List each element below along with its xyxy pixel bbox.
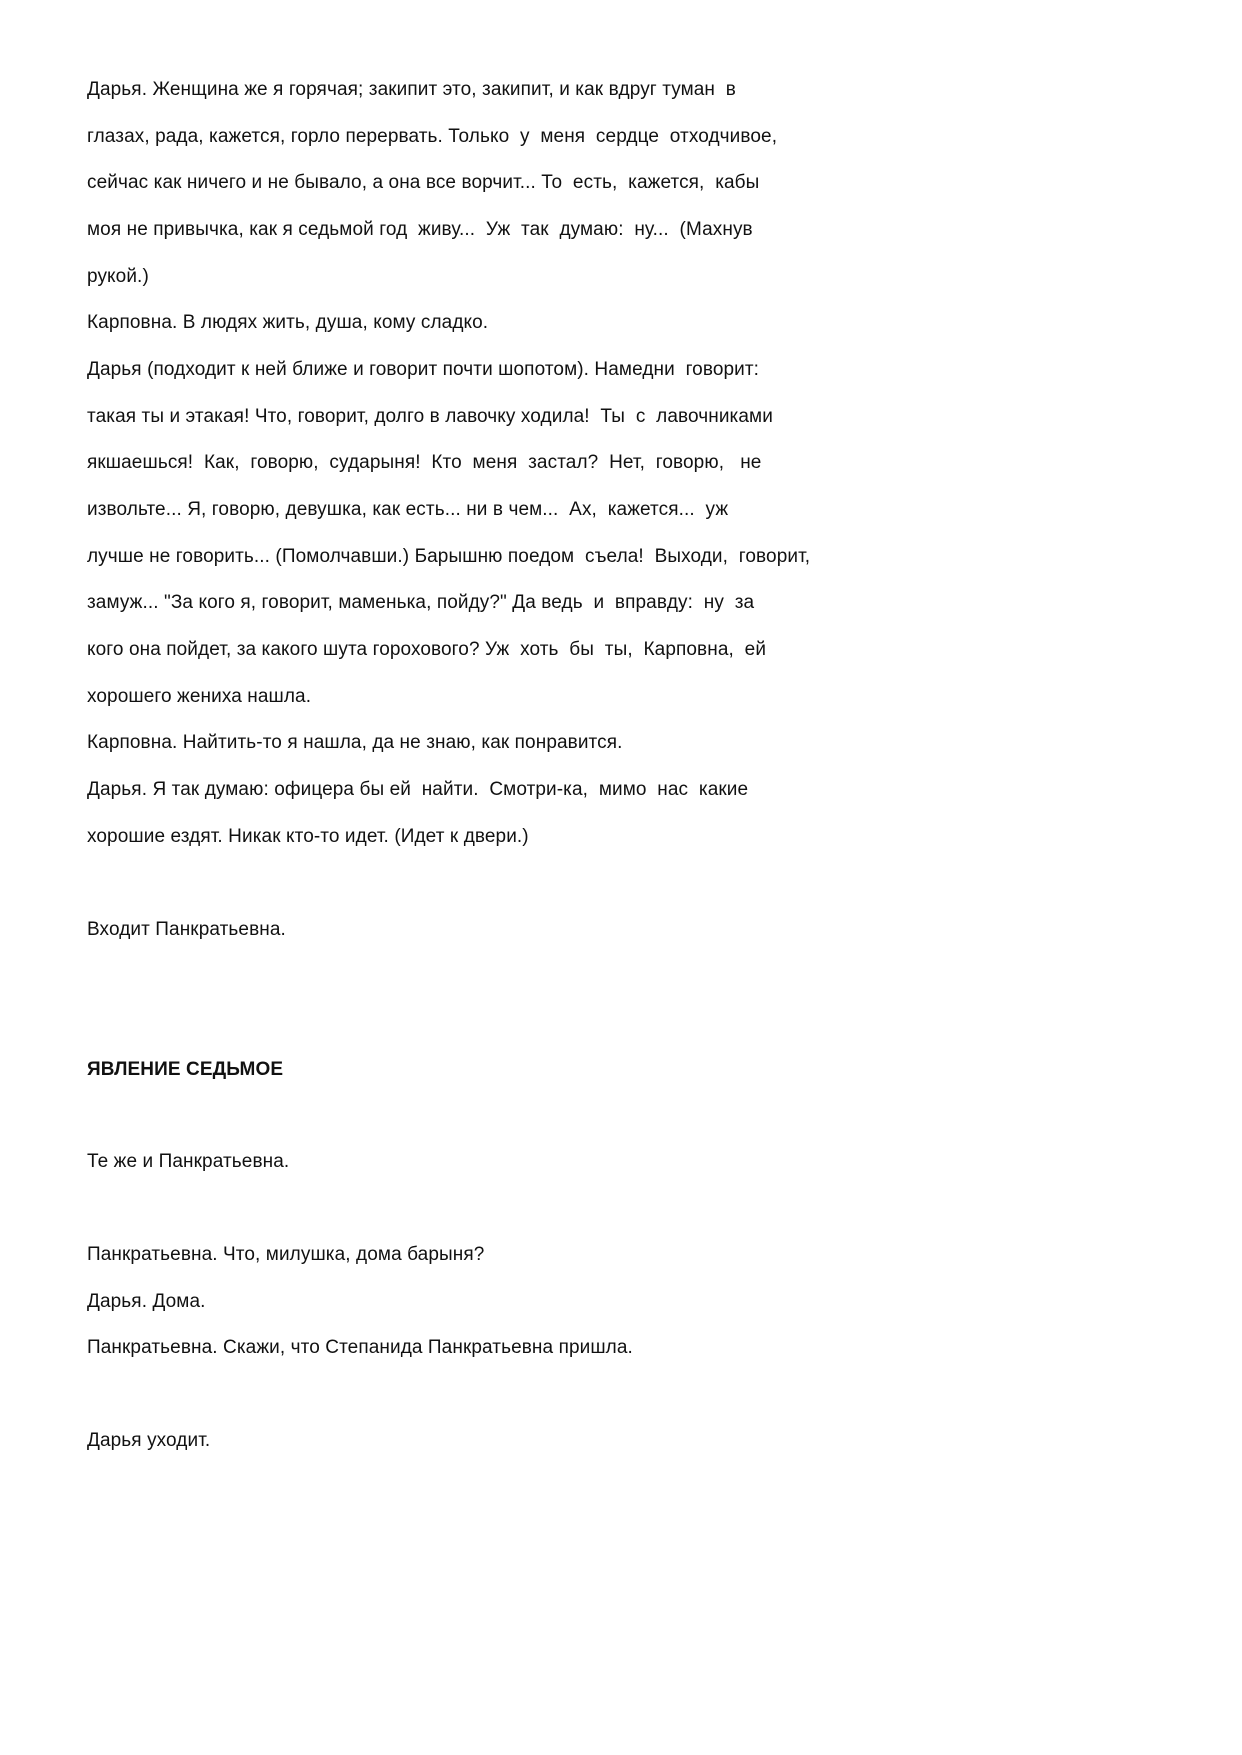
text-line: Дарья. Женщина же я горячая; закипит это, закипит, и как вдруг туман в bbox=[87, 79, 736, 100]
text-line: Карповна. Найтить-то я нашла, да не знаю, как понравится. bbox=[87, 732, 623, 753]
scene-heading: ЯВЛЕНИЕ СЕДЬМОЕ bbox=[87, 1059, 284, 1080]
stage-direction: Те же и Панкратьевна. bbox=[87, 1151, 290, 1172]
text-line: Панкратьевна. Скажи, что Степанида Панкратьевна пришла. bbox=[87, 1337, 633, 1358]
text-line: Панкратьевна. Что, милушка, дома барыня? bbox=[87, 1244, 485, 1265]
text-line: якшаешься! Как, говорю, сударыня! Кто меня застал? Нет, говорю, не bbox=[87, 452, 762, 473]
stage-direction: Входит Панкратьевна. bbox=[87, 919, 286, 940]
text-line: Дарья. Дома. bbox=[87, 1291, 206, 1312]
text-line: кого она пойдет, за какого шута горохового? Уж хоть бы ты, Карповна, ей bbox=[87, 639, 767, 660]
text-line: Карповна. В людях жить, душа, кому сладко. bbox=[87, 312, 489, 333]
text-line: хорошего жениха нашла. bbox=[87, 686, 312, 707]
text-line: замуж... "За кого я, говорит, маменька, пойду?" Да ведь и вправду: ну за bbox=[87, 592, 755, 613]
document-page bbox=[87, 0, 1187, 1755]
text-line: Дарья (подходит к ней ближе и говорит почти шопотом). Намедни говорит: bbox=[87, 359, 760, 380]
text-line: рукой.) bbox=[87, 266, 149, 287]
text-line: Дарья. Я так думаю: офицера бы ей найти. Смотри-ка, мимо нас какие bbox=[87, 779, 749, 800]
text-line: глазах, рада, кажется, горло перервать. Только у меня сердце отходчивое, bbox=[87, 126, 778, 147]
stage-direction: Дарья уходит. bbox=[87, 1430, 211, 1451]
text-line: такая ты и этакая! Что, говорит, долго в лавочку ходила! Ты с лавочниками bbox=[87, 406, 773, 427]
text-line: хорошие ездят. Никак кто-то идет. (Идет к двери.) bbox=[87, 826, 529, 847]
text-line: моя не привычка, как я седьмой год живу... Уж так думаю: ну... (Махнув bbox=[87, 219, 753, 240]
text-line: извольте... Я, говорю, девушка, как есть... ни в чем... Ах, кажется... уж bbox=[87, 499, 729, 520]
text-line: сейчас как ничего и не бывало, а она все ворчит... То есть, кажется, кабы bbox=[87, 172, 760, 193]
text-line: лучше не говорить... (Помолчавши.) Барышню поедом съела! Выходи, говорит, bbox=[87, 546, 811, 567]
